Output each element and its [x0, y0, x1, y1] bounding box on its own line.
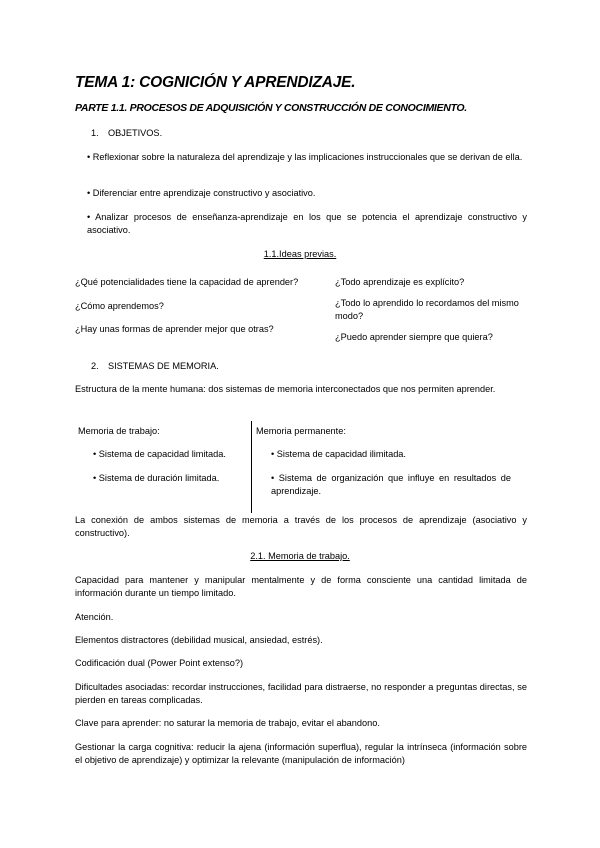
question-item: ¿Todo lo aprendido lo recordamos del mismo modo?	[335, 298, 519, 321]
objective-bullet: • Analizar procesos de enseñanza-aprendizaje en los que se potencia el aprendizaje constructivo y asociativo.	[87, 212, 527, 235]
paragraph: Dificultades asociadas: recordar instrucciones, facilidad para distraerse, no responder a preguntas directas, se pierden en tareas complicadas.	[75, 682, 527, 705]
permanent-memory-item: • Sistema de capacidad ilimitada.	[271, 449, 406, 459]
working-memory-item: • Sistema de capacidad limitada.	[93, 449, 226, 459]
paragraph: Elementos distractores (debilidad musical, ansiedad, estrés).	[75, 635, 323, 645]
section-number: 1.	[91, 128, 99, 138]
question-item: ¿Cómo aprendemos?	[75, 301, 164, 311]
objective-bullet: • Diferenciar entre aprendizaje constructivo y asociativo.	[87, 188, 316, 198]
paragraph: Gestionar la carga cognitiva: reducir la ajena (información superflua), regular la intrínseca (información sobre el objetivo de aprendizaje) y optimizar la relevante (manipulación de información)	[75, 742, 527, 765]
question-item: ¿Puedo aprender siempre que quiera?	[335, 332, 493, 342]
table-divider	[251, 421, 252, 513]
section-heading: SISTEMAS DE MEMORIA.	[108, 361, 219, 371]
section-number: 2.	[91, 361, 99, 371]
subsection-heading: 1.1.Ideas previas.	[263, 249, 337, 259]
paragraph: Atención.	[75, 612, 114, 622]
section-heading: OBJETIVOS.	[108, 128, 163, 138]
paragraph: La conexión de ambos sistemas de memoria a través de los procesos de aprendizaje (asociativo y constructivo).	[75, 515, 527, 538]
paragraph: Clave para aprender: no saturar la memoria de trabajo, evitar el abandono.	[75, 718, 380, 728]
paragraph: Capacidad para mantener y manipular mentalmente y de forma consciente una cantidad limitada de información durante un tiempo limitado.	[75, 575, 527, 598]
paragraph: Codificación dual (Power Point extenso?)	[75, 658, 244, 668]
working-memory-heading: Memoria de trabajo:	[78, 426, 160, 436]
question-item: ¿Hay unas formas de aprender mejor que otras?	[75, 324, 274, 334]
page-subtitle: PARTE 1.1. PROCESOS DE ADQUISICIÓN Y CONSTRUCCIÓN DE CONOCIMIENTO.	[75, 102, 467, 114]
subsection-heading: 2.1. Memoria de trabajo.	[250, 551, 350, 561]
working-memory-item: • Sistema de duración limitada.	[93, 473, 220, 483]
paragraph: Estructura de la mente humana: dos sistemas de memoria interconectados que nos permiten aprender.	[75, 384, 496, 394]
objective-bullet: • Reflexionar sobre la naturaleza del aprendizaje y las implicaciones instruccionales que se derivan de ella.	[87, 152, 523, 162]
permanent-memory-item: • Sistema de organización que influye en resultados de aprendizaje.	[271, 473, 511, 496]
page-title: TEMA 1: COGNICIÓN Y APRENDIZAJE.	[75, 74, 356, 91]
question-item: ¿Todo aprendizaje es explícito?	[335, 277, 465, 287]
question-item: ¿Qué potencialidades tiene la capacidad de aprender?	[75, 277, 299, 287]
permanent-memory-heading: Memoria permanente:	[256, 426, 346, 436]
